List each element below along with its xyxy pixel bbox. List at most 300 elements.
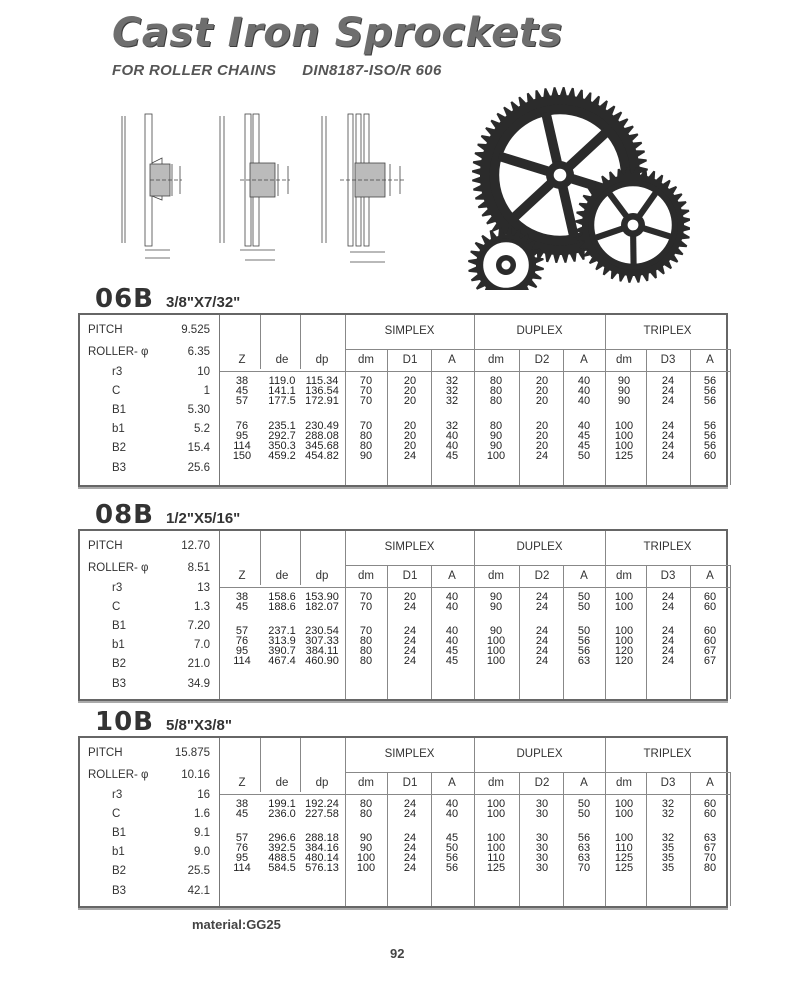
- table-cell: 20: [403, 385, 417, 397]
- table-cell: 230.54: [305, 625, 339, 637]
- table-cell: 63: [703, 832, 717, 844]
- section-code: 10B: [95, 707, 154, 737]
- param-label: B2: [112, 442, 127, 454]
- table-cell: 199.1: [268, 798, 296, 810]
- table-cell: 50: [577, 591, 591, 603]
- row-divider: [220, 794, 730, 795]
- param-value: 1: [203, 385, 210, 397]
- section-08b-header: [95, 500, 240, 530]
- column-divider: [730, 349, 731, 485]
- table-cell: 90: [359, 832, 373, 844]
- table-cell: 488.5: [268, 852, 296, 864]
- row-divider: [220, 587, 730, 588]
- parameter-column: [80, 738, 220, 906]
- param-label: r3: [112, 366, 123, 378]
- section-code: 06B: [95, 284, 154, 314]
- column-header: D1: [402, 777, 418, 789]
- table-cell: 56: [445, 852, 459, 864]
- table-cell: 38: [235, 375, 249, 387]
- table-cell: 76: [235, 420, 249, 432]
- table-cell: 24: [403, 450, 417, 462]
- param-value: 8.51: [187, 562, 210, 574]
- table-cell: 35: [661, 842, 675, 854]
- table-cell: 188.6: [268, 601, 296, 613]
- table-cell: 100: [486, 842, 506, 854]
- table-cell: 24: [403, 645, 417, 657]
- column-header: dm: [488, 354, 504, 366]
- table-cell: 20: [403, 430, 417, 442]
- param-value: 25.5: [187, 865, 210, 877]
- table-cell: 20: [403, 420, 417, 432]
- table-cell: 45: [445, 832, 459, 844]
- table-cell: 230.49: [305, 420, 339, 432]
- param-label: C: [112, 808, 121, 820]
- table-cell: 115.34: [305, 375, 339, 387]
- table-cell: 80: [359, 808, 373, 820]
- table-cell: 32: [661, 832, 675, 844]
- table-cell: 95: [235, 852, 249, 864]
- table-cell: 63: [577, 655, 591, 667]
- table-cell: 60: [703, 450, 717, 462]
- param-value: 7.20: [187, 620, 210, 632]
- table-cell: 182.07: [305, 601, 339, 613]
- column-divider: [474, 531, 475, 699]
- table-cell: 40: [445, 440, 459, 452]
- param-label: B1: [112, 827, 127, 839]
- table-cell: 20: [535, 375, 549, 387]
- table-cell: 20: [403, 375, 417, 387]
- param-label: PITCH: [88, 540, 123, 552]
- table-cell: 70: [359, 375, 373, 387]
- section-10b-table: [78, 736, 728, 908]
- param-label: C: [112, 385, 121, 397]
- table-cell: 288.08: [305, 430, 339, 442]
- table-cell: 40: [445, 635, 459, 647]
- column-divider: [605, 531, 606, 699]
- table-cell: 32: [445, 375, 459, 387]
- table-cell: 90: [617, 395, 631, 407]
- table-cell: 100: [614, 808, 634, 820]
- table-cell: 40: [445, 430, 459, 442]
- table-cell: 45: [235, 601, 249, 613]
- table-cell: 57: [235, 395, 249, 407]
- table-cell: 100: [486, 450, 506, 462]
- group-header: DUPLEX: [516, 748, 563, 760]
- column-header: dm: [616, 570, 632, 582]
- table-cell: 227.58: [305, 808, 339, 820]
- table-cell: 38: [235, 591, 249, 603]
- table-cell: 45: [577, 430, 591, 442]
- table-cell: 100: [486, 655, 506, 667]
- table-cell: 460.90: [305, 655, 339, 667]
- table-cell: 576.13: [305, 862, 339, 874]
- group-header: DUPLEX: [516, 541, 563, 553]
- column-divider: [345, 531, 346, 699]
- table-cell: 125: [614, 862, 634, 874]
- column-header: dp: [315, 777, 329, 789]
- table-cell: 56: [445, 862, 459, 874]
- param-value: 1.3: [194, 601, 210, 613]
- table-cell: 24: [403, 798, 417, 810]
- table-cell: 70: [577, 862, 591, 874]
- table-cell: 24: [661, 440, 675, 452]
- table-cell: 56: [577, 832, 591, 844]
- table-cell: 24: [403, 655, 417, 667]
- column-header: A: [580, 354, 588, 366]
- param-label: PITCH: [88, 747, 123, 759]
- table-cell: 60: [703, 601, 717, 613]
- table-cell: 45: [577, 440, 591, 452]
- table-cell: 70: [359, 420, 373, 432]
- column-header: D1: [402, 354, 418, 366]
- table-cell: 80: [489, 395, 503, 407]
- param-label: B2: [112, 865, 127, 877]
- table-cell: 30: [535, 798, 549, 810]
- group-header: TRIPLEX: [643, 748, 692, 760]
- table-cell: 80: [359, 440, 373, 452]
- table-cell: 24: [403, 601, 417, 613]
- table-cell: 70: [359, 385, 373, 397]
- table-cell: 288.18: [305, 832, 339, 844]
- table-cell: 24: [661, 635, 675, 647]
- column-header: Z: [238, 354, 246, 366]
- column-header: A: [706, 570, 714, 582]
- table-cell: 20: [535, 420, 549, 432]
- table-cell: 120: [614, 645, 634, 657]
- table-cell: 67: [703, 645, 717, 657]
- table-cell: 20: [403, 591, 417, 603]
- column-header: de: [275, 570, 289, 582]
- table-cell: 24: [535, 591, 549, 603]
- param-value: 12.70: [181, 540, 210, 552]
- table-cell: 32: [445, 385, 459, 397]
- subtitle-text: FOR ROLLER CHAINS: [112, 62, 277, 79]
- table-cell: 100: [486, 808, 506, 820]
- table-cell: 24: [661, 450, 675, 462]
- param-label: ROLLER- φ: [88, 562, 149, 574]
- table-cell: 313.9: [268, 635, 296, 647]
- table-cell: 80: [359, 798, 373, 810]
- table-cell: 24: [535, 450, 549, 462]
- table-cell: 24: [661, 420, 675, 432]
- column-header: A: [580, 777, 588, 789]
- group-header: TRIPLEX: [643, 541, 692, 553]
- table-cell: 57: [235, 832, 249, 844]
- table-cell: 20: [535, 395, 549, 407]
- table-cell: 50: [577, 808, 591, 820]
- table-cell: 90: [489, 601, 503, 613]
- table-cell: 80: [703, 862, 717, 874]
- table-cell: 150: [232, 450, 252, 462]
- table-cell: 60: [703, 798, 717, 810]
- column-header: de: [275, 354, 289, 366]
- table-cell: 70: [359, 601, 373, 613]
- table-cell: 454.82: [305, 450, 339, 462]
- table-cell: 40: [445, 808, 459, 820]
- table-cell: 350.3: [268, 440, 296, 452]
- table-cell: 40: [445, 798, 459, 810]
- column-header: A: [580, 570, 588, 582]
- table-cell: 100: [614, 625, 634, 637]
- table-cell: 50: [577, 625, 591, 637]
- column-header: dm: [358, 570, 374, 582]
- table-cell: 70: [359, 591, 373, 603]
- param-label: B3: [112, 678, 127, 690]
- column-header: A: [448, 777, 456, 789]
- param-label: b1: [112, 639, 125, 651]
- table-cell: 60: [703, 591, 717, 603]
- param-value: 6.35: [187, 346, 210, 358]
- param-value: 42.1: [187, 885, 210, 897]
- column-header: D3: [660, 777, 676, 789]
- table-cell: 80: [489, 420, 503, 432]
- table-cell: 584.5: [268, 862, 296, 874]
- table-cell: 141.1: [268, 385, 296, 397]
- section-spec: 3/8"X7/32": [166, 294, 241, 311]
- table-cell: 30: [535, 808, 549, 820]
- column-header: Z: [238, 777, 246, 789]
- table-cell: 56: [703, 395, 717, 407]
- table-cell: 30: [535, 832, 549, 844]
- param-value: 15.875: [174, 747, 210, 759]
- group-header: TRIPLEX: [643, 325, 692, 337]
- param-value: 5.2: [194, 423, 210, 435]
- column-header: D1: [402, 570, 418, 582]
- table-cell: 20: [535, 440, 549, 452]
- table-cell: 120: [614, 655, 634, 667]
- table-cell: 35: [661, 852, 675, 864]
- table-cell: 392.5: [268, 842, 296, 854]
- table-cell: 384.16: [305, 842, 339, 854]
- table-cell: 100: [614, 832, 634, 844]
- table-cell: 63: [577, 842, 591, 854]
- table-cell: 56: [703, 385, 717, 397]
- table-cell: 24: [535, 601, 549, 613]
- table-cell: 307.33: [305, 635, 339, 647]
- column-header: dm: [488, 570, 504, 582]
- table-cell: 80: [359, 645, 373, 657]
- table-cell: 24: [403, 832, 417, 844]
- param-label: ROLLER- φ: [88, 346, 149, 358]
- table-cell: 56: [703, 430, 717, 442]
- column-header: dm: [488, 777, 504, 789]
- param-value: 9.1: [194, 827, 210, 839]
- table-cell: 100: [614, 440, 634, 452]
- table-cell: 24: [535, 625, 549, 637]
- table-cell: 110: [487, 852, 505, 864]
- table-cell: 20: [535, 430, 549, 442]
- table-cell: 24: [661, 655, 675, 667]
- data-grid: [220, 315, 726, 485]
- table-cell: 56: [577, 635, 591, 647]
- table-cell: 57: [235, 625, 249, 637]
- param-value: 9.0: [194, 846, 210, 858]
- table-cell: 56: [703, 375, 717, 387]
- table-cell: 24: [661, 430, 675, 442]
- param-label: b1: [112, 846, 125, 858]
- table-cell: 56: [577, 645, 591, 657]
- table-cell: 100: [356, 862, 376, 874]
- table-cell: 76: [235, 635, 249, 647]
- column-header: A: [706, 777, 714, 789]
- table-cell: 45: [445, 655, 459, 667]
- param-label: B1: [112, 620, 127, 632]
- table-cell: 24: [403, 625, 417, 637]
- table-cell: 32: [445, 395, 459, 407]
- table-cell: 235.1: [268, 420, 296, 432]
- table-cell: 56: [703, 420, 717, 432]
- param-value: 7.0: [194, 639, 210, 651]
- param-label: b1: [112, 423, 125, 435]
- table-cell: 192.24: [305, 798, 339, 810]
- sprocket-section-drawings: [100, 108, 430, 268]
- table-cell: 24: [661, 591, 675, 603]
- column-header: dp: [315, 570, 329, 582]
- table-cell: 50: [577, 798, 591, 810]
- column-header: D3: [660, 570, 676, 582]
- table-cell: 40: [445, 591, 459, 603]
- table-cell: 30: [535, 862, 549, 874]
- param-value: 15.4: [187, 442, 210, 454]
- table-cell: 125: [614, 852, 634, 864]
- table-cell: 80: [359, 430, 373, 442]
- table-cell: 95: [235, 645, 249, 657]
- table-cell: 24: [403, 842, 417, 854]
- parameter-column: [80, 531, 220, 699]
- table-cell: 45: [235, 385, 249, 397]
- table-cell: 30: [535, 852, 549, 864]
- param-value: 5.30: [187, 404, 210, 416]
- table-cell: 100: [614, 420, 634, 432]
- table-cell: 45: [445, 450, 459, 462]
- column-divider: [646, 349, 647, 485]
- column-header: dp: [315, 354, 329, 366]
- row-divider: [220, 371, 730, 372]
- table-cell: 50: [577, 601, 591, 613]
- table-cell: 90: [617, 385, 631, 397]
- column-header: Z: [238, 570, 246, 582]
- table-cell: 110: [615, 842, 633, 854]
- table-cell: 90: [489, 440, 503, 452]
- table-cell: 24: [403, 862, 417, 874]
- table-cell: 100: [486, 798, 506, 810]
- table-cell: 45: [235, 808, 249, 820]
- column-header: de: [275, 777, 289, 789]
- param-label: B3: [112, 462, 127, 474]
- column-header: dm: [358, 777, 374, 789]
- table-cell: 90: [489, 625, 503, 637]
- column-header: dm: [616, 354, 632, 366]
- table-cell: 114: [233, 655, 251, 667]
- table-cell: 24: [535, 655, 549, 667]
- table-cell: 24: [535, 645, 549, 657]
- table-cell: 114: [233, 862, 251, 874]
- param-label: PITCH: [88, 324, 123, 336]
- table-cell: 45: [445, 645, 459, 657]
- param-value: 25.6: [187, 462, 210, 474]
- standard-text: DIN8187-ISO/R 606: [302, 62, 442, 79]
- section-06b-header: [95, 284, 240, 314]
- table-cell: 172.91: [305, 395, 339, 407]
- table-cell: 24: [403, 852, 417, 864]
- table-cell: 24: [661, 375, 675, 387]
- table-cell: 60: [703, 625, 717, 637]
- table-cell: 20: [403, 440, 417, 452]
- param-label: C: [112, 601, 121, 613]
- page-subtitle: [112, 62, 442, 79]
- table-cell: 384.11: [305, 645, 339, 657]
- section-spec: 1/2"X5/16": [166, 510, 241, 527]
- table-cell: 80: [359, 655, 373, 667]
- column-header: A: [706, 354, 714, 366]
- table-cell: 56: [703, 440, 717, 452]
- table-cell: 237.1: [268, 625, 296, 637]
- sprocket-gears-photo: [468, 85, 690, 290]
- table-cell: 292.7: [268, 430, 296, 442]
- parameter-column: [80, 315, 220, 485]
- table-cell: 67: [703, 842, 717, 854]
- table-cell: 60: [703, 635, 717, 647]
- table-cell: 100: [614, 601, 634, 613]
- page-number: 92: [390, 946, 405, 961]
- table-cell: 24: [661, 625, 675, 637]
- table-cell: 76: [235, 842, 249, 854]
- table-cell: 125: [486, 862, 506, 874]
- table-cell: 70: [703, 852, 717, 864]
- table-cell: 153.90: [305, 591, 339, 603]
- table-cell: 100: [614, 798, 634, 810]
- table-cell: 24: [661, 601, 675, 613]
- table-cell: 63: [577, 852, 591, 864]
- param-value: 1.6: [194, 808, 210, 820]
- param-label: r3: [112, 582, 123, 594]
- data-grid: [220, 738, 726, 906]
- column-divider: [345, 738, 346, 906]
- table-cell: 50: [445, 842, 459, 854]
- table-cell: 32: [445, 420, 459, 432]
- data-grid: [220, 531, 726, 699]
- table-cell: 114: [233, 440, 251, 452]
- table-cell: 67: [703, 655, 717, 667]
- param-value: 13: [197, 582, 210, 594]
- param-value: 34.9: [187, 678, 210, 690]
- column-divider: [605, 738, 606, 906]
- table-cell: 480.14: [305, 852, 339, 864]
- param-value: 9.525: [181, 324, 210, 336]
- table-cell: 125: [614, 450, 634, 462]
- table-cell: 24: [535, 635, 549, 647]
- column-header: D3: [660, 354, 676, 366]
- param-label: B2: [112, 658, 127, 670]
- table-cell: 100: [614, 591, 634, 603]
- table-cell: 390.7: [268, 645, 296, 657]
- table-cell: 40: [577, 395, 591, 407]
- table-cell: 100: [614, 430, 634, 442]
- table-cell: 100: [486, 832, 506, 844]
- table-cell: 459.2: [268, 450, 296, 462]
- page-title: Cast Iron Sprockets: [112, 10, 563, 56]
- table-cell: 90: [489, 430, 503, 442]
- table-cell: 100: [356, 852, 376, 864]
- column-header: dm: [358, 354, 374, 366]
- table-cell: 90: [617, 375, 631, 387]
- table-cell: 90: [359, 450, 373, 462]
- duplex-drawing: [220, 114, 290, 260]
- column-divider: [387, 349, 388, 485]
- table-cell: 24: [661, 395, 675, 407]
- param-label: B1: [112, 404, 127, 416]
- param-value: 10: [197, 366, 210, 378]
